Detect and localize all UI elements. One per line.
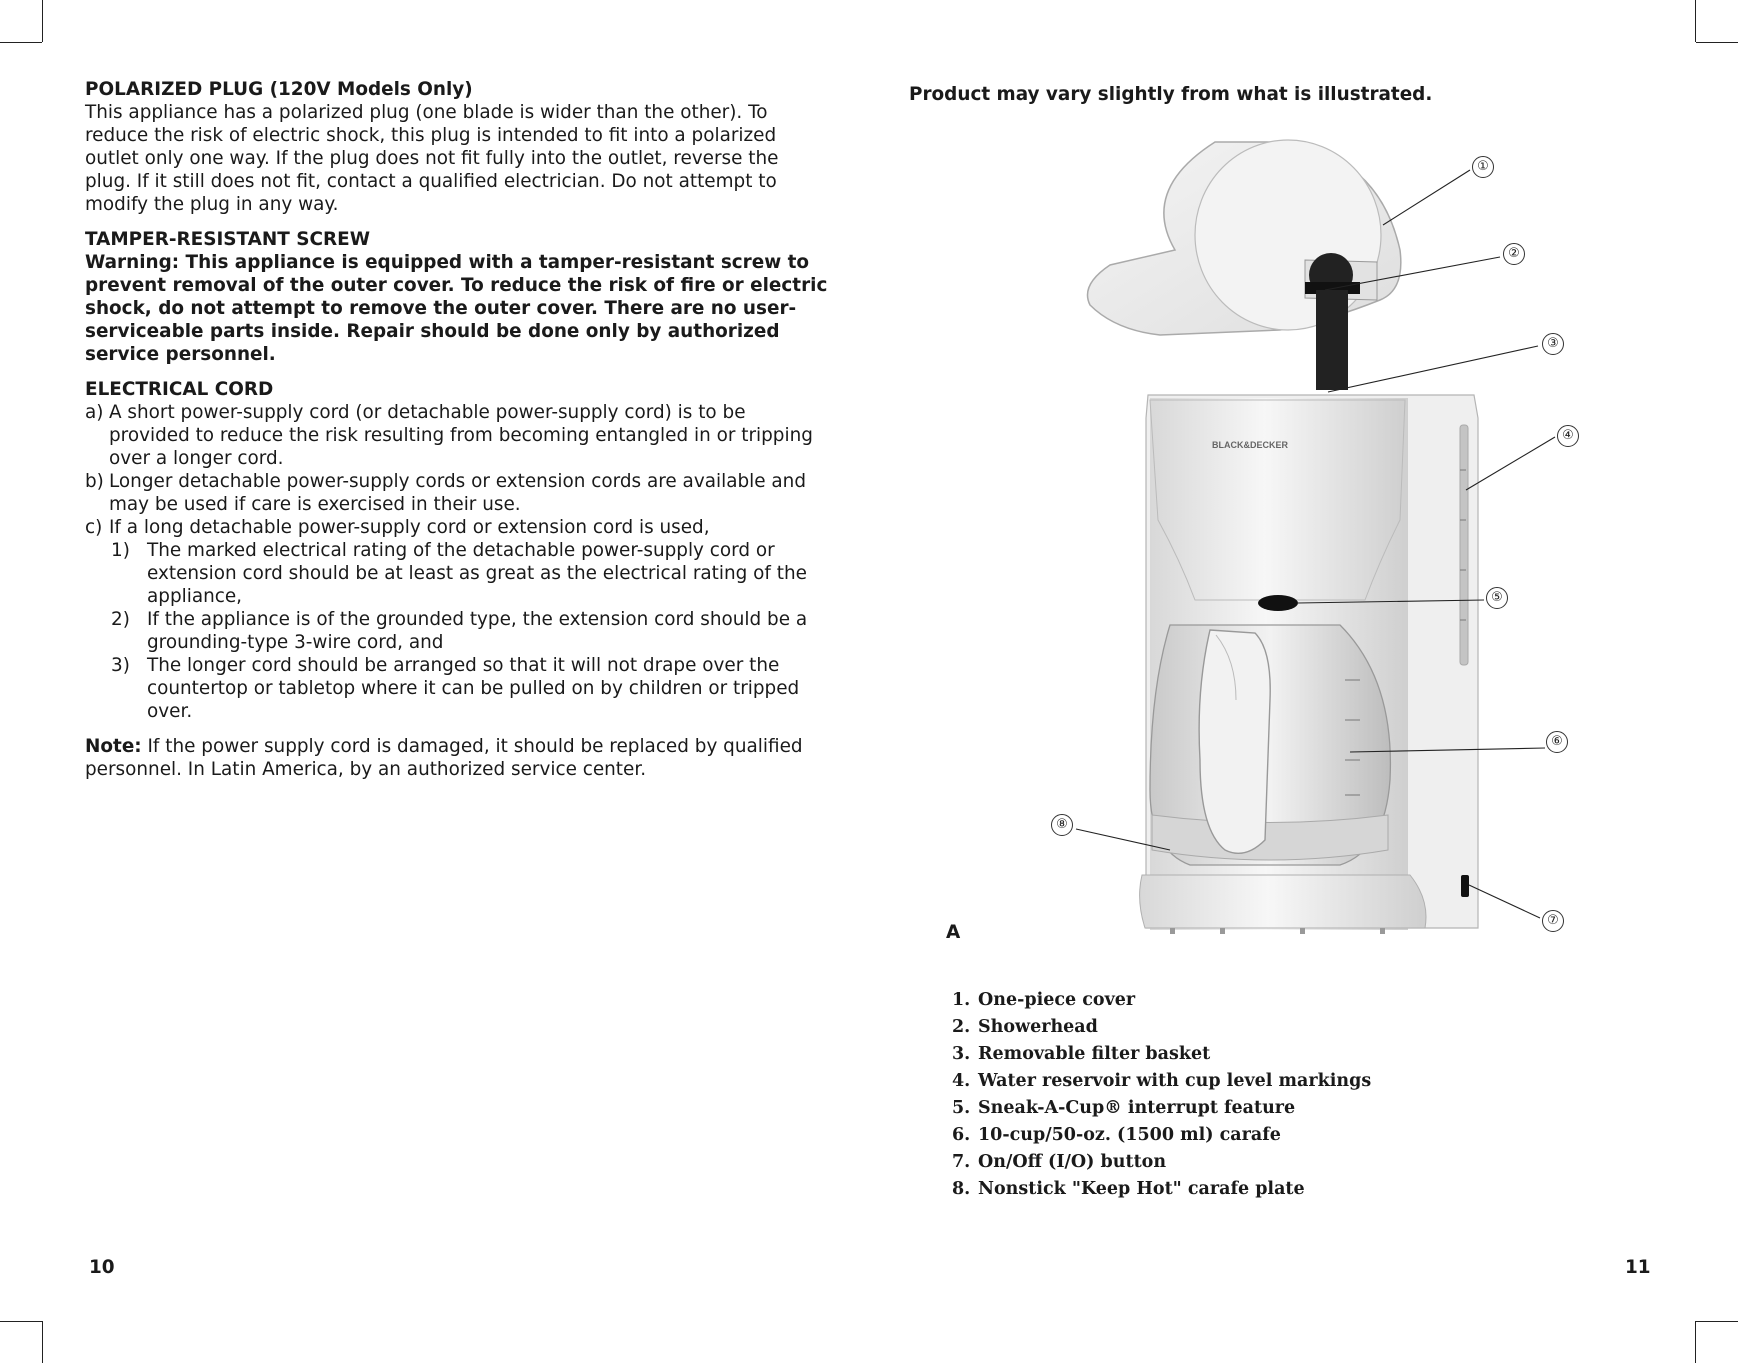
list-item — [952, 1095, 1371, 1122]
list-item — [952, 1014, 1371, 1041]
part-name: One-piece cover — [978, 990, 1136, 1010]
callout-6: ⑥ — [1546, 731, 1568, 753]
part-name: Showerhead — [978, 1017, 1098, 1037]
brand-label: BLACK&DECKER — [1212, 440, 1288, 450]
part-name: Sneak-A-Cup® interrupt feature — [978, 1098, 1296, 1118]
note-text: If the power supply cord is damaged, it should be replaced by qualified personnel. In Latin America, by an authorized service center. — [85, 736, 803, 780]
callout-8: ⑧ — [1051, 814, 1073, 836]
part-number: 8. — [952, 1179, 971, 1199]
callout-4: ④ — [1557, 425, 1579, 447]
leader-line — [1466, 437, 1555, 490]
part-number: 2. — [952, 1017, 971, 1037]
page-number-left: 10 — [89, 1257, 115, 1278]
list-item — [952, 1122, 1371, 1149]
electrical-cord-heading: ELECTRICAL CORD — [85, 379, 274, 400]
list-item-label: c) — [85, 517, 103, 538]
part-number: 7. — [952, 1152, 971, 1172]
callout-1: ① — [1472, 156, 1494, 178]
part-number: 3. — [952, 1044, 971, 1064]
part-number: 4. — [952, 1071, 971, 1091]
sub-list-item-label: 3) — [111, 655, 130, 676]
part-name: Water reservoir with cup level markings — [978, 1071, 1372, 1091]
parts-list — [952, 987, 1371, 1203]
list-item-text: A short power-supply cord (or detachable power-supply cord) is to be provided to reduce the risk resulting from becoming entangled in or tripping over a longer cord. — [109, 402, 813, 469]
sneak-a-cup — [1258, 595, 1298, 611]
list-item-text: Longer detachable power-supply cords or extension cords are available and may be used if care is exercised in their use. — [109, 471, 807, 515]
sub-list-item-text: The longer cord should be arranged so that it will not drape over the countertop or tabletop where it can be pulled on by children or tripped over. — [147, 655, 800, 722]
note-label: Note: — [85, 736, 142, 757]
part-name: Removable filter basket — [978, 1044, 1211, 1064]
callout-3: ③ — [1542, 333, 1564, 355]
list-item-label: b) — [85, 471, 104, 492]
sub-list-item-text: If the appliance is of the grounded type, the extension cord should be a grounding-type 3-wire cord, and — [147, 609, 808, 653]
callout-5: ⑤ — [1486, 587, 1508, 609]
list-item-text: If a long detachable power-supply cord or extension cord is used, — [109, 517, 710, 538]
page-number-right: 11 — [1625, 1257, 1651, 1278]
part-number: 6. — [952, 1125, 971, 1145]
part-name: Nonstick "Keep Hot" carafe plate — [978, 1179, 1305, 1199]
polarized-plug-body: This appliance has a polarized plug (one blade is wider than the other). To reduce the risk of electric shock, this plug is intended to fit into a polarized outlet only one way. If the plug does not fit fully into the outlet, reverse the plug. If it still does not fit, contact a qualified electrician. Do not attempt to modify the plug in any way. — [85, 102, 779, 215]
list-item — [952, 1041, 1371, 1068]
list-item — [952, 987, 1371, 1014]
part-name: 10-cup/50-oz. (1500 ml) carafe — [978, 1125, 1281, 1145]
product-variance-note: Product may vary slightly from what is illustrated. — [909, 84, 1433, 105]
tamper-screw-heading: TAMPER-RESISTANT SCREW — [85, 229, 370, 250]
on-off-button — [1461, 875, 1469, 897]
polarized-plug-heading: POLARIZED PLUG (120V Models Only) — [85, 79, 473, 100]
part-number: 5. — [952, 1098, 971, 1118]
callout-2: ② — [1503, 243, 1525, 265]
list-item — [952, 1068, 1371, 1095]
leader-line — [1383, 170, 1470, 225]
callout-7: ⑦ — [1542, 910, 1564, 932]
leader-line — [1469, 885, 1540, 918]
sub-list-item-label: 1) — [111, 540, 130, 561]
list-item — [952, 1149, 1371, 1176]
one-piece-cover — [1088, 140, 1401, 335]
keep-hot-plate — [1140, 875, 1426, 934]
list-item — [952, 1176, 1371, 1203]
list-item-label: a) — [85, 402, 104, 423]
sub-list-item-text: The marked electrical rating of the detachable power-supply cord or extension cord should be at least as great as the electrical rating of the appliance, — [147, 540, 807, 607]
leader-line — [1328, 346, 1538, 392]
carafe — [1150, 625, 1390, 865]
tamper-screw-warning: Warning: This appliance is equipped with a tamper-resistant screw to prevent removal of the outer cover. To reduce the risk of fire or electric shock, do not attempt to remove the outer cover. There are no user-serviceable parts inside. Repair should be done only by authorized service personnel. — [85, 252, 828, 365]
sub-list-item-label: 2) — [111, 609, 130, 630]
figure-label: A — [946, 922, 961, 943]
part-number: 1. — [952, 990, 971, 1010]
part-name: On/Off (I/O) button — [978, 1152, 1167, 1172]
